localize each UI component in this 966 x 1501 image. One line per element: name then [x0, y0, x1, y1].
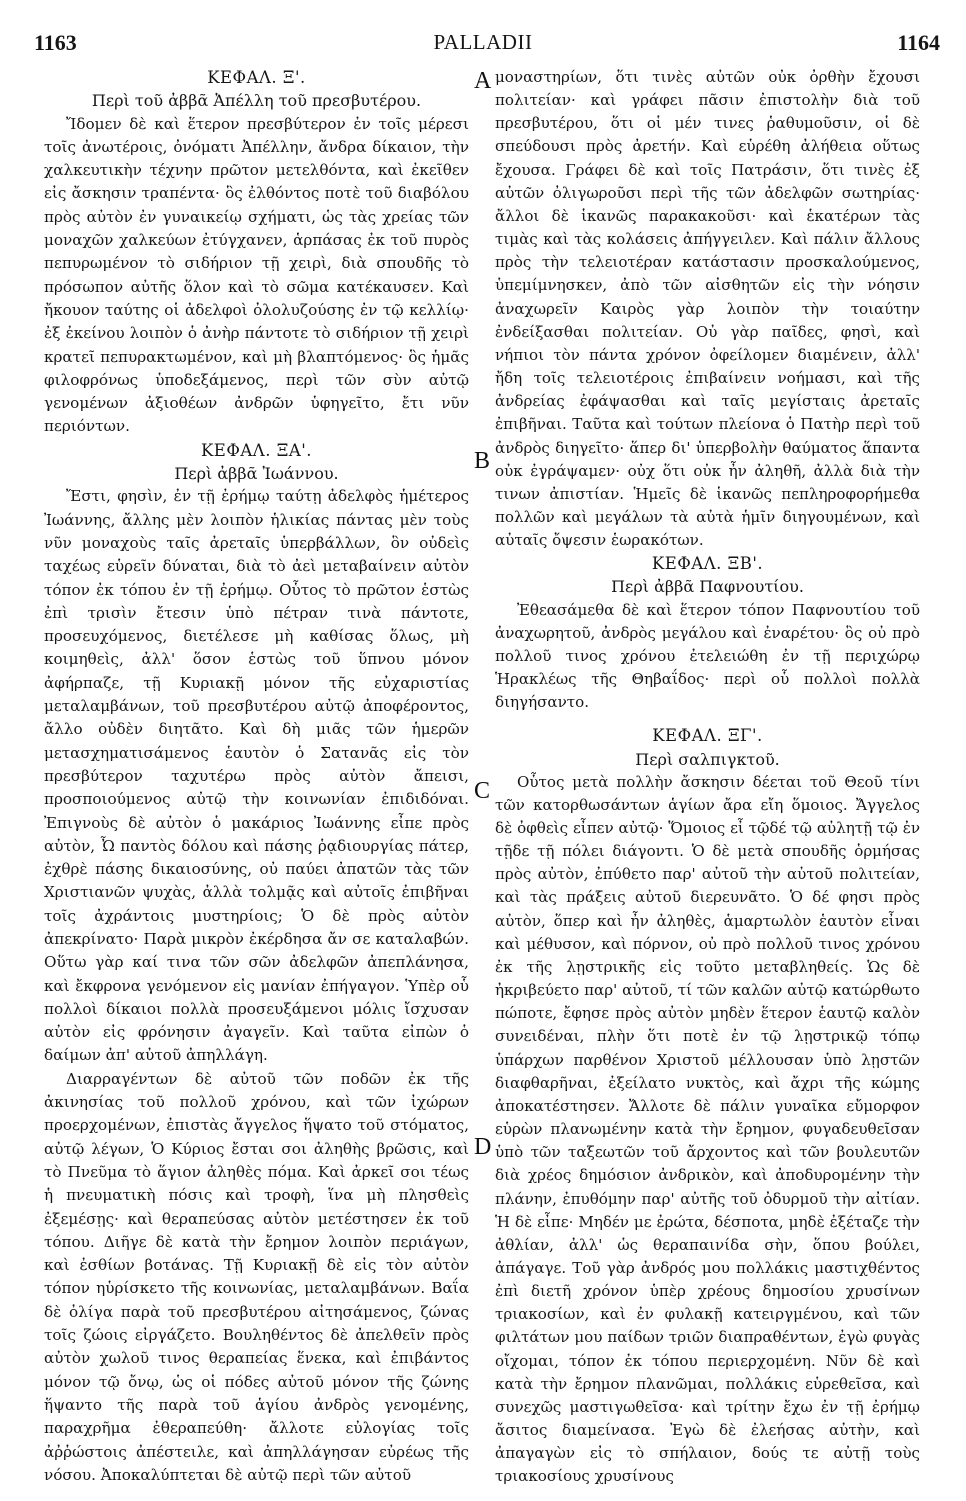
paragraph: Ἔστι, φησὶν, ἐν τῇ ἐρήμῳ ταύτῃ ἀδελφὸς ἡμέτερος Ἰωάννης, ἄλλης μὲν λοιπὸν ἡλικίας πάντας μὲν τοὺς νῦν μοναχοὺς ταῖς ἀρεταῖς ὑπερβάλλων, ὃν οὐδεὶς ταχέως εὑρεῖν δύναται, διὰ τὸ ἀεὶ μεταβαίνειν αὐτὸν τόπον ἐκ τόπου ἐν τῇ ἐρήμῳ. Οὗτος τὸ πρῶτον ἑστὼς ἐπὶ τρισὶν ἔτεσιν ὑπὸ πέτραν τινὰ πάντοτε, προσευχόμενος, διετέλεσε μὴ καθίσας ὅλως, μὴ κοιμηθεὶς, ἀλλ' ὅσον ἑστὼς τοῦ ὕπνου μόνον ἀφήρπαζε, τῇ Κυριακῇ μόνον τῆς εὐχαριστίας μεταλαμβάνων, τοῦ πρεσβυτέρου αὐτῷ ἀποφέροντος, ἄλλο οὐδὲν διητᾶτο. Καὶ δὴ μιᾶς τῶν ἡμερῶν μετασχηματισάμενος ἑαυτὸν ὁ Σατανᾶς εἰς τὸν πρεσβύτερον ταχυτέρω πρὸς αὐτὸν ἄπεισι, προσποιούμενος αὐτῷ τὴν κοινωνίαν ἐπιδιδόναι. Ἐπιγνοὺς δὲ αὐτὸν ὁ μακάριος Ἰωάννης εἶπε πρὸς αὐτὸν, Ὦ παντὸς δόλου καὶ πάσης ῥᾳδιουργίας πάτερ, ἐχθρὲ πάσης δικαιοσύνης, οὐ παύει ἀπατῶν τὰς τῶν Χριστιανῶν ψυχὰς, ἀλλὰ τολμᾷς καὶ αὐτοῖς ἐπιβῆναι τοῖς ἀχράντοις μυστηρίοις; Ὁ δὲ πρὸς αὐτὸν ἀπεκρίνατο· Παρὰ μικρὸν ἐκέρδησα ἄν σε καταλαβών. Οὕτω γὰρ καί τινα τῶν σῶν ἀδελφῶν ἀπεπλάνησα, καὶ ἔκφρονα γενόμενον εἰς μανίαν ἐπήγαγον. Ὑπὲρ οὗ πολλοὶ δίκαιοι πολλὰ προσευξάμενοι μόλις ἴσχυσαν αὐτὸν εἰς φρόνησιν ἀγαγεῖν. Καὶ ταῦτα εἰπὼν ὁ δαίμων ἀπ' αὐτοῦ ἀπηλλάγη.: [44, 487, 469, 1065]
right-column: [495, 66, 920, 1489]
paragraph: Οὗτος μετὰ πολλὴν ἄσκησιν δέεται τοῦ Θεοῦ τίνι τῶν κατορθωσάντων ἁγίων ἄρα εἴη ὅμοιος. Ἄγγελος δὲ ὀφθεὶς εἶπεν αὐτῷ· Ὅμοιος εἶ τῷδέ τῷ αὐλητῇ τῷ ἐν τῇδε τῇ πόλει διάγοντι. Ὁ δὲ μετὰ σπουδῆς ὁρμήσας πρὸς αὐτὸν, ἐπύθετο παρ' αὐτοῦ τὴν αὐτοῦ πολιτείαν, καὶ τὰς πράξεις αὐτοῦ διερευνᾶτο. Ὁ δέ φησι πρὸς αὐτὸν, ὅπερ καὶ ἦν ἀληθὲς, ἁμαρτωλὸν ἑαυτὸν εἶναι καὶ μέθυσον, καὶ πόρνον, οὐ πρὸ πολλοῦ τινος χρόνου ἐκ τῆς λῃστρικῆς εἰς τοῦτο μεταβληθείς. Ὡς δὲ ἠκριβεύετο παρ' αὐτοῦ, τί τῶν καλῶν αὐτῷ κατώρθωτο πώποτε, ἔφησε πρὸς αὐτὸν μηδὲν ἕτερον ἑαυτῷ καλὸν συνειδέναι, πλὴν ὅτι ποτὲ ἐν τῷ λῃστρικῷ τόπῳ ὑπάρχων παρθένον Χριστοῦ μέλλουσαν ὑπὸ λῃστῶν διαφθαρῆναι, ἐξείλατο νυκτὸς, καὶ ἄχρι τῆς κώμης ἀποκατέστησεν. Ἄλλοτε δὲ πάλιν γυναῖκα εὔμορφον εὑρὼν πλανωμένην κατὰ τὴν ἔρημον, φυγαδευθεῖσαν ὑπὸ τῶν ταξεωτῶν τοῦ ἄρχοντος καὶ τῶν βουλευτῶν διὰ χρέος δημόσιον ἀνδρικὸν, καὶ ἀποδυρομένην τὴν πλάνην, ἐπυθόμην παρ' αὐτῆς τοῦ ὀδυρμοῦ τὴν αἰτίαν. Ἡ δὲ εἶπε· Μηδέν με ἐρώτα, δέσποτα, μηδὲ ἐξέταζε τὴν ἀθλίαν, ἀλλ' ὡς θεραπαινίδα σὴν, ὅπου βούλει, ἀπάγαγε. Τοῦ γὰρ ἀνδρός μου πολλάκις μαστιχθέντος ἐπὶ διετῆ χρόνον ὑπὲρ χρέους δημοσίου χρυσίνων τριακοσίων, καὶ ἐν φυλακῇ κατειργμένου, καὶ τῶν φιλτάτων μου παίδων τριῶν διαπραθέντων, ἐγὼ φυγὰς οἴχομαι, τόπον ἐκ τόπου περιερχομένη. Νῦν δὲ καὶ κατὰ τὴν ἔρημον πλανῶμαι, πολλάκις εὑρεθεῖσα, καὶ συνεχῶς μαστιγωθεῖσα· καὶ τρίτην ἔχω ἐν τῇ ἐρήμῳ ἄσιτος διαμείνασα. Ἐγὼ δὲ ἐλεήσας αὐτὴν, καὶ ἀπαγαγὼν εἰς τὸ σπήλαιον, δούς τε αὐτῇ τοὺς τριακοσίους χρυσίνους: [495, 772, 920, 1486]
right-page-number: 1164: [897, 30, 940, 55]
margin-letter-c: C: [474, 778, 491, 804]
chapter-heading: ΚΕΦΑΛ. ΞΒ'.: [651, 554, 764, 574]
running-title: PALLADII: [433, 30, 533, 54]
margin-letter-b: B: [474, 448, 491, 474]
paragraph: Ἐθεασάμεθα δὲ καὶ ἕτερον τόπον Παφνουτίου τοῦ ἀναχωρητοῦ, ἀνδρὸς μεγάλου καὶ ἐναρέτου· ὃς οὐ πρὸ πολλοῦ τινος χρόνου ἐτελειώθη ἐν τῇ περιχώρῳ Ἡρακλέως τῆς Θηβαΐδος· περὶ οὗ πολλοὶ πολλὰ διηγήσαντο.: [495, 600, 920, 712]
paragraph: Διαρραγέντων δὲ αὐτοῦ τῶν ποδῶν ἐκ τῆς ἀκινησίας τοῦ πολλοῦ χρόνου, καὶ τῶν ἰχώρων προερχομένων, ἐπιστὰς ἄγγελος ἥψατο τοῦ στόματος, αὐτῷ λέγων, Ὁ Κύριος ἔσται σοι ἀληθὴς βρῶσις, καὶ τὸ Πνεῦμα τὸ ἅγιον ἀληθὲς πόμα. Καὶ ἀρκεῖ σοι τέως ἡ πνευματικὴ πόσις καὶ τροφὴ, ἵνα μὴ πλησθεὶς ἐξεμέσῃς· καὶ θεραπεύσας αὐτὸν μετέστησεν ἐκ τοῦ τόπου. Διῆγε δὲ κατὰ τὴν ἔρημον λοιπὸν περιάγων, καὶ ἐσθίων βοτάνας. Τῇ Κυριακῇ δὲ εἰς τὸν αὐτὸν τόπον ηὑρίσκετο τῆς κοινωνίας, μεταλαμβάνων. Βαΐα δὲ ὀλίγα παρὰ τοῦ πρεσβυτέρου αἰτησάμενος, ζώνας τοῖς ζώοις εἰργάζετο. Βουληθέντος δὲ ἀπελθεῖν πρὸς αὐτὸν χωλοῦ τινος θεραπείας ἕνεκα, καὶ ἐπιβάντος μόνον τῷ ὄνῳ, ὡς οἱ πόδες αὐτοῦ μόνον τῆς ζώνης ἥψαντο τῆς παρὰ τοῦ ἁγίου ἀνδρὸς γενομένης, παραχρῆμα ἐθεραπεύθη· ἄλλοτε εὐλογίας τοῖς ἀῤῥώστοις ἀπέστειλε, καὶ ἀπηλλάγησαν εὐρέως τῆς νόσου. Ἀποκαλύπτεται δὲ αὐτῷ περὶ τῶν αὐτοῦ: [44, 1069, 469, 1484]
chapter-heading: ΚΕΦΑΛ. ΞΑ'.: [200, 440, 313, 460]
chapter-subtitle: Περὶ ἀββᾶ Παφνουτίου.: [611, 577, 804, 597]
paragraph: Ἴδομεν δὲ καὶ ἕτερον πρεσβύτερον ἐν τοῖς μέρεσι τοῖς ἀνωτέροις, ὀνόματι Ἀπέλλην, ἄνδρα δίκαιον, τὴν χαλκευτικὴν τέχνην πρῶτον μετελθόντα, καὶ ἐκεῖθεν εἰς ἄσκησιν τραπέντα· ὃς ἐλθόντος ποτὲ τοῦ διαβόλου πρὸς αὐτὸν ἐν γυναικείῳ σχήματι, ὡς τὰς χρείας τῶν μοναχῶν χαλκεύων ἐτύγχανεν, ἁρπάσας ἐκ τοῦ πυρὸς πεπυρωμένον τὸ σιδήριον τῇ χειρὶ, διὰ σπουδῆς τὸ πρόσωπον αὐτῆς ὅλον καὶ τὸ σῶμα κατέκαυσεν. Καὶ ἤκουον ταύτης οἱ ἀδελφοὶ ὀλολυζούσης ἐν τῷ κελλίῳ· ἐξ ἐκείνου λοιπὸν ὁ ἀνὴρ πάντοτε τὸ σιδήριον τῇ χειρὶ κρατεῖ πεπυρακτωμένον, καὶ μὴ βλαπτόμενος· ὃς ἡμᾶς φιλοφρόνως ὑποδεξάμενος, περὶ τῶν σὺν αὐτῷ γενομένων ἀξιοθέων ἀνδρῶν ὑφηγεῖτο, ἔτι νῦν περιόντων.: [44, 114, 469, 436]
chapter-subtitle: Περὶ σαλπιγκτοῦ.: [635, 749, 780, 769]
margin-letter-a: A: [474, 68, 492, 94]
chapter-subtitle: Περὶ ἀββᾶ Ἰωάννου.: [174, 464, 339, 484]
chapter-subtitle: Περὶ τοῦ ἀββᾶ Ἀπέλλη τοῦ πρεσβυτέρου.: [91, 91, 422, 111]
paragraph: μοναστηρίων, ὅτι τινὲς αὐτῶν οὐκ ὀρθὴν ἔχουσι πολιτείαν· καὶ γράφει πᾶσιν ἐπιστολὴν διὰ τοῦ πρεσβυτέρου, ὅτι οἱ μέν τινες ῥαθυμοῦσιν, οἱ δὲ σπεύδουσι πρὸς ἀρετήν. Καὶ εὑρέθη ἀλήθεια οὕτως ἔχουσα. Γράφει δὲ καὶ τοῖς Πατράσιν, ὅτι τινὲς ἐξ αὐτῶν ὀλιγωροῦσι περὶ τῆς τῶν ἀδελφῶν σωτηρίας· ἄλλοι δὲ ἱκανῶς παρακακοῦσι· καὶ ἑκατέρων τὰς τιμὰς καὶ τὰς κολάσεις ἀπήγγειλεν. Καὶ πάλιν ἄλλους πρὸς τὴν τελειοτέραν κατάστασιν προσκαλούμενος, ὑπεμίμνησκεν, ἀπὸ τῶν αἰσθητῶν εἰς τὴν νόησιν ἀναχωρεῖν Καιρὸς γὰρ λοιπὸν τὴν τοιαύτην ἐνδείξασθαι πολιτείαν. Οὐ γὰρ παῖδες, φησὶ, καὶ νήπιοι τὸν πάντα χρόνον ὀφείλομεν διαμένειν, ἀλλ' ἤδη τοῖς τελειοτέροις ἐπιβαίνειν νοήμασι, καὶ τῆς ἀνδρείας ἐφάψασθαι καὶ ταῖς μεγίσταις ἀρεταῖς ἐπιβῆναι. Ταῦτα καὶ τούτων πλείονα ὁ Πατὴρ περὶ τοῦ ἀνδρὸς διηγεῖτο· ἅπερ δι' ὑπερβολὴν θαύματος ἅπαντα οὐκ ἐγράψαμεν· οὐχ ὅτι οὐκ ἦν ἀληθῆ, ἀλλὰ διὰ τὴν τινων ἀπιστίαν. Ἡμεῖς δὲ ἱκανῶς πεπληροφορήμεθα πολλῶν καὶ μεγάλων τὰ αὐτὰ ἡμῖν διηγουμένων, καὶ αὐταῖς ὄψεσιν ἑωρακότων.: [495, 68, 920, 550]
chapter-heading: ΚΕΦΑΛ. ΞΓ'.: [652, 726, 763, 746]
running-header: [0, 30, 966, 64]
margin-letter-d: D: [474, 1134, 492, 1160]
left-page-number: 1163: [34, 30, 77, 55]
left-column: [44, 66, 469, 1487]
chapter-heading: ΚΕΦΑΛ. Ξ'.: [207, 68, 306, 87]
